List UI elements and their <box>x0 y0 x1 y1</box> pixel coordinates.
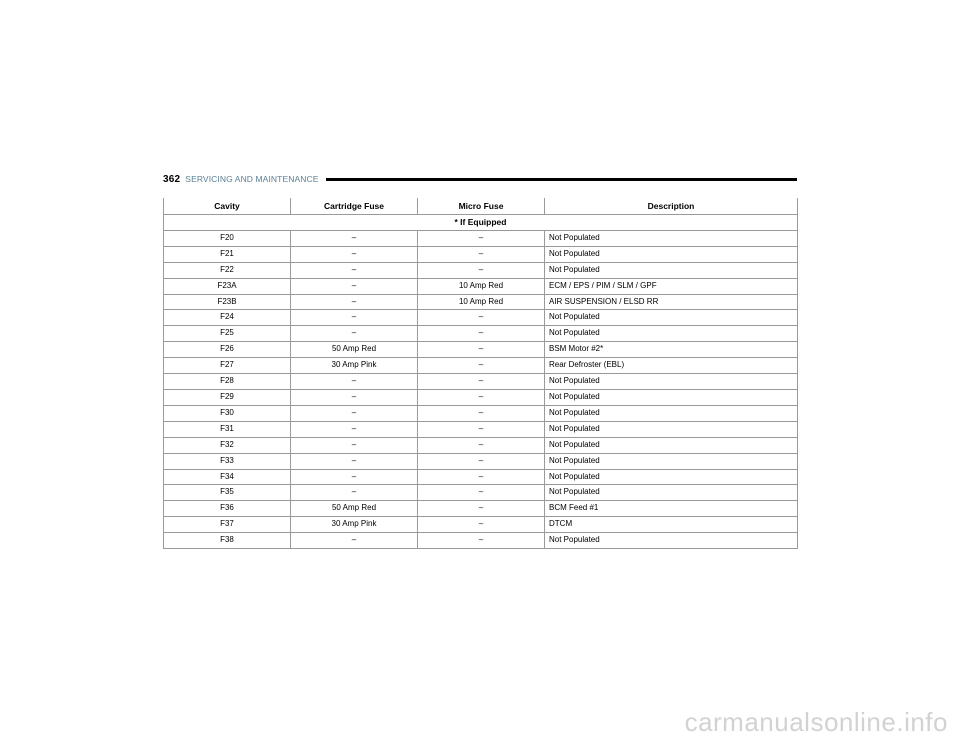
cartridge-fuse-cell: – <box>291 374 418 390</box>
table-row <box>164 533 798 549</box>
cartridge-fuse-cell: 30 Amp Pink <box>291 358 418 374</box>
table-row <box>164 501 798 517</box>
description-cell: BSM Motor #2* <box>545 342 798 358</box>
cartridge-fuse-cell: – <box>291 326 418 342</box>
table-row <box>164 358 798 374</box>
cartridge-fuse-cell: – <box>291 230 418 246</box>
cartridge-fuse-cell: 50 Amp Red <box>291 342 418 358</box>
micro-fuse-cell: – <box>418 358 545 374</box>
page-header <box>163 172 797 186</box>
cartridge-fuse-cell: – <box>291 533 418 549</box>
column-header-cartridge-fuse: Cartridge Fuse <box>291 198 418 215</box>
cartridge-fuse-cell: – <box>291 421 418 437</box>
description-cell: Not Populated <box>545 262 798 278</box>
micro-fuse-cell: – <box>418 533 545 549</box>
cavity-cell: F31 <box>164 421 291 437</box>
description-cell: Not Populated <box>545 485 798 501</box>
table-row <box>164 278 798 294</box>
table-header-row <box>164 198 798 215</box>
table-row <box>164 230 798 246</box>
cavity-cell: F25 <box>164 326 291 342</box>
cartridge-fuse-cell: – <box>291 278 418 294</box>
note-row <box>164 215 798 231</box>
cavity-cell: F23A <box>164 278 291 294</box>
table-row <box>164 405 798 421</box>
micro-fuse-cell: – <box>418 453 545 469</box>
cavity-cell: F22 <box>164 262 291 278</box>
micro-fuse-cell: 10 Amp Red <box>418 294 545 310</box>
watermark: carmanualsonline.info <box>684 707 948 737</box>
table-row <box>164 389 798 405</box>
cavity-cell: F26 <box>164 342 291 358</box>
table-row <box>164 246 798 262</box>
description-cell: Rear Defroster (EBL) <box>545 358 798 374</box>
cartridge-fuse-cell: – <box>291 437 418 453</box>
cavity-cell: F34 <box>164 469 291 485</box>
cavity-cell: F23B <box>164 294 291 310</box>
description-cell: AIR SUSPENSION / ELSD RR <box>545 294 798 310</box>
description-cell: Not Populated <box>545 533 798 549</box>
micro-fuse-cell: – <box>418 230 545 246</box>
micro-fuse-cell: – <box>418 246 545 262</box>
description-cell: ECM / EPS / PIM / SLM / GPF <box>545 278 798 294</box>
cartridge-fuse-cell: – <box>291 262 418 278</box>
page-number: 362 <box>163 173 181 185</box>
description-cell: Not Populated <box>545 230 798 246</box>
cartridge-fuse-cell: – <box>291 294 418 310</box>
micro-fuse-cell: – <box>418 501 545 517</box>
cavity-cell: F29 <box>164 389 291 405</box>
column-header-description: Description <box>545 198 798 215</box>
cavity-cell: F33 <box>164 453 291 469</box>
cavity-cell: F36 <box>164 501 291 517</box>
micro-fuse-cell: – <box>418 517 545 533</box>
cartridge-fuse-cell: – <box>291 389 418 405</box>
table-row <box>164 437 798 453</box>
table-row <box>164 374 798 390</box>
table-row <box>164 469 798 485</box>
micro-fuse-cell: – <box>418 342 545 358</box>
micro-fuse-cell: – <box>418 262 545 278</box>
micro-fuse-cell: – <box>418 326 545 342</box>
cavity-cell: F35 <box>164 485 291 501</box>
description-cell: Not Populated <box>545 310 798 326</box>
micro-fuse-cell: – <box>418 374 545 390</box>
micro-fuse-cell: – <box>418 310 545 326</box>
micro-fuse-cell: – <box>418 437 545 453</box>
table-row <box>164 421 798 437</box>
description-cell: Not Populated <box>545 421 798 437</box>
table-row <box>164 453 798 469</box>
cavity-cell: F38 <box>164 533 291 549</box>
cartridge-fuse-cell: 30 Amp Pink <box>291 517 418 533</box>
cartridge-fuse-cell: 50 Amp Red <box>291 501 418 517</box>
micro-fuse-cell: – <box>418 389 545 405</box>
table-row <box>164 517 798 533</box>
micro-fuse-cell: 10 Amp Red <box>418 278 545 294</box>
header-rule <box>326 178 797 181</box>
column-header-micro-fuse: Micro Fuse <box>418 198 545 215</box>
cartridge-fuse-cell: – <box>291 405 418 421</box>
description-cell: Not Populated <box>545 389 798 405</box>
cartridge-fuse-cell: – <box>291 310 418 326</box>
table-row <box>164 262 798 278</box>
table-body <box>164 215 798 549</box>
table-row <box>164 294 798 310</box>
description-cell: Not Populated <box>545 453 798 469</box>
cavity-cell: F32 <box>164 437 291 453</box>
cavity-cell: F21 <box>164 246 291 262</box>
cavity-cell: F28 <box>164 374 291 390</box>
cavity-cell: F20 <box>164 230 291 246</box>
description-cell: Not Populated <box>545 405 798 421</box>
cartridge-fuse-cell: – <box>291 469 418 485</box>
micro-fuse-cell: – <box>418 405 545 421</box>
description-cell: DTCM <box>545 517 798 533</box>
cartridge-fuse-cell: – <box>291 485 418 501</box>
micro-fuse-cell: – <box>418 421 545 437</box>
micro-fuse-cell: – <box>418 485 545 501</box>
description-cell: Not Populated <box>545 246 798 262</box>
column-header-cavity: Cavity <box>164 198 291 215</box>
fuse-table <box>163 198 798 549</box>
cartridge-fuse-cell: – <box>291 246 418 262</box>
description-cell: Not Populated <box>545 326 798 342</box>
cavity-cell: F37 <box>164 517 291 533</box>
cavity-cell: F27 <box>164 358 291 374</box>
cartridge-fuse-cell: – <box>291 453 418 469</box>
description-cell: Not Populated <box>545 469 798 485</box>
section-title: SERVICING AND MAINTENANCE <box>185 174 319 184</box>
table-row <box>164 342 798 358</box>
cavity-cell: F24 <box>164 310 291 326</box>
description-cell: Not Populated <box>545 437 798 453</box>
if-equipped-note: * If Equipped <box>164 215 798 231</box>
cavity-cell: F30 <box>164 405 291 421</box>
micro-fuse-cell: – <box>418 469 545 485</box>
table-row <box>164 326 798 342</box>
table-row <box>164 485 798 501</box>
table-row <box>164 310 798 326</box>
description-cell: Not Populated <box>545 374 798 390</box>
description-cell: BCM Feed #1 <box>545 501 798 517</box>
